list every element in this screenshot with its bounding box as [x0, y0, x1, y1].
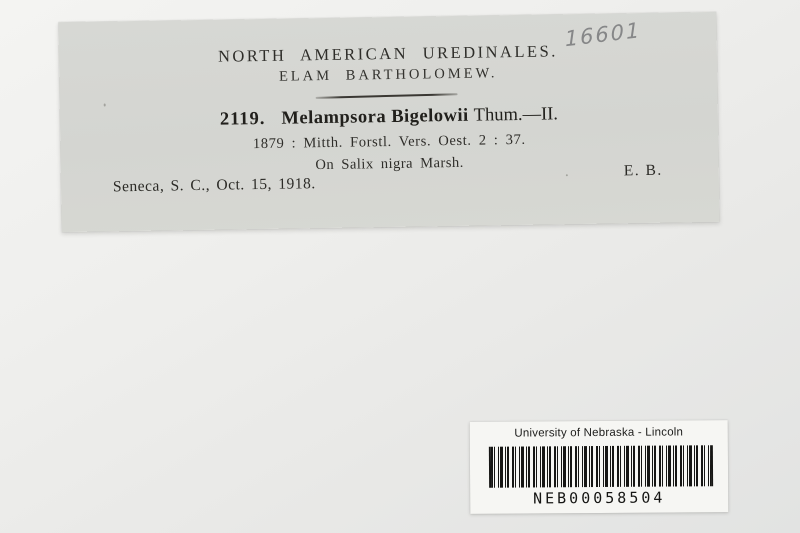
author-name: ELAM BARTHOLOMEW. — [278, 65, 498, 85]
citation-line: 1879 : Mitth. Forstl. Vers. Oest. 2 : 37. — [252, 131, 526, 153]
divider-rule — [316, 93, 458, 99]
species-name: Melampsora Bigelowii — [281, 105, 469, 129]
barcode-sticker — [470, 420, 729, 514]
locality-date: Seneca, S. C., Oct. 15, 1918. — [112, 175, 316, 196]
species-line — [60, 102, 718, 133]
institution-name: University of Nebraska - Lincoln — [514, 426, 684, 440]
handwritten-accession-number: 16601 — [564, 17, 642, 52]
host-line: On Salix nigra Marsh. — [315, 154, 464, 174]
paper-speck — [104, 103, 106, 106]
specimen-number: 2119. — [219, 108, 266, 130]
specimen-label — [58, 12, 719, 232]
series-title: NORTH AMERICAN UREDINALES. — [217, 41, 558, 66]
species-authority: Thum.—II. — [473, 104, 559, 126]
barcode-number: NEB00058504 — [532, 488, 666, 508]
paper-speck — [566, 174, 568, 176]
collector-initials: E. B. — [623, 161, 663, 180]
barcode-image — [489, 445, 713, 488]
